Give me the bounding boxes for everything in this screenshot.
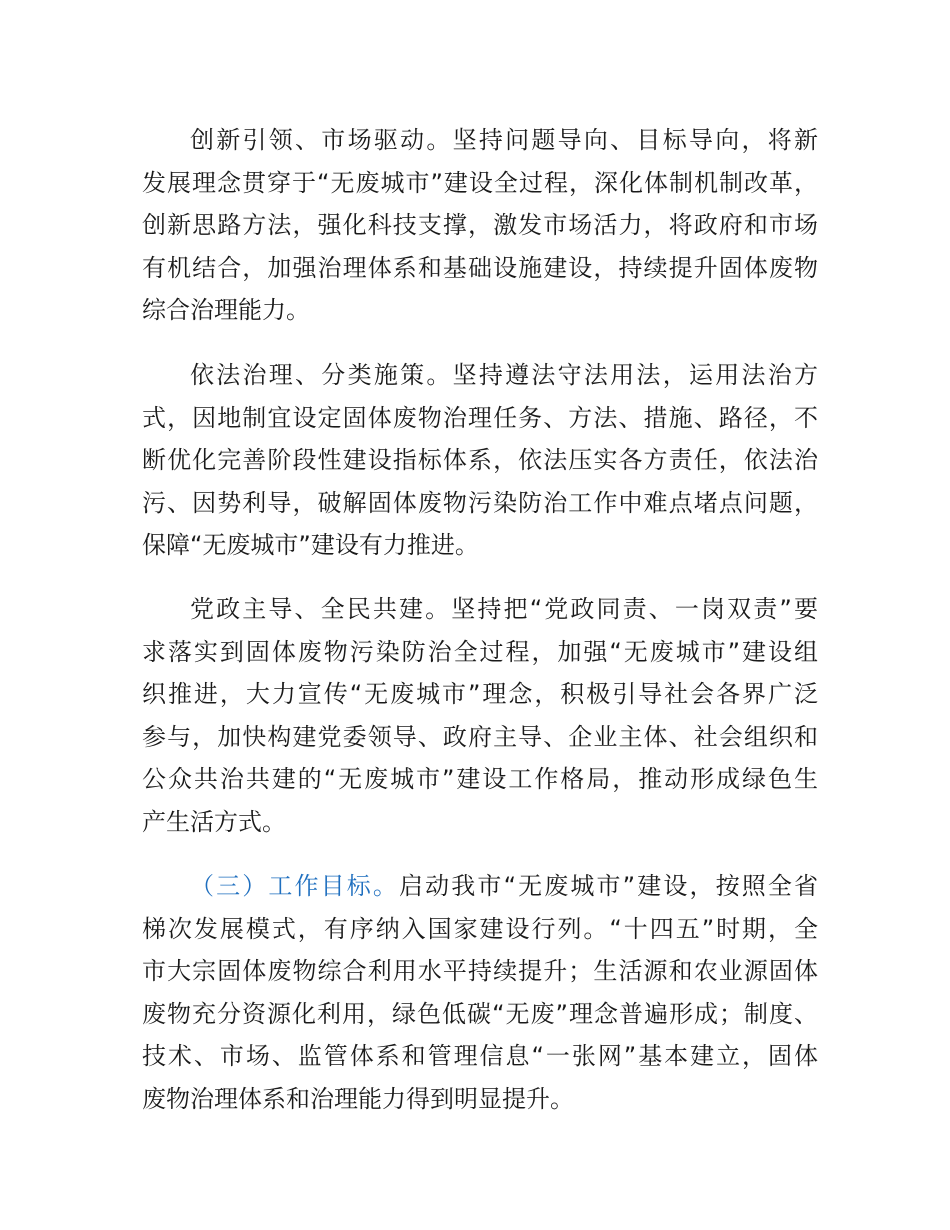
paragraph-line: 综合治理能力。	[142, 296, 310, 324]
paragraph-line: 创新引领、市场驱动。坚持问题导向、目标导向，将新	[190, 126, 818, 154]
paragraph-rule-of-law	[142, 354, 818, 567]
paragraph-line: 市大宗固体废物综合利用水平持续提升；生活源和农业源固体	[142, 957, 818, 985]
paragraph-line: 断优化完善阶段性建设指标体系，依法压实各方责任，依法治	[142, 446, 818, 474]
paragraph-line: 有机结合，加强治理体系和基础设施建设，持续提升固体废物	[142, 253, 818, 282]
heading-continuation: 启动我市“无废城市”建设，按照全省	[399, 872, 818, 900]
paragraph-line: 保障“无废城市”建设有力推进。	[142, 531, 479, 559]
paragraph-line: 参与，加快构建党委领导、政府主导、企业主体、社会组织和	[142, 722, 818, 751]
paragraph-line: 污、因势利导，破解固体废物污染防治工作中难点堵点问题，	[142, 488, 818, 517]
paragraph-line: 公众共治共建的“无废城市”建设工作格局，推动形成绿色生	[142, 765, 818, 793]
paragraph-innovation-market	[142, 119, 818, 332]
paragraph-work-goals	[142, 865, 818, 1120]
paragraph-line	[142, 865, 818, 908]
paragraph-line: 求落实到固体废物污染防治全过程，加强“无废城市”建设组	[142, 637, 818, 666]
paragraph-line: 依法治理、分类施策。坚持遵法守法用法，运用法治方	[190, 361, 818, 389]
paragraph-line: 产生活方式。	[142, 807, 286, 836]
paragraph-line: 党政主导、全民共建。坚持把“党政同责、一岗双责”要	[190, 595, 818, 623]
paragraph-line: 创新思路方法，强化科技支撑，激发市场活力，将政府和市场	[142, 211, 818, 239]
paragraph-party-leadership	[142, 588, 818, 843]
paragraph-line: 式，因地制宜设定固体废物治理任务、方法、措施、路径，不	[142, 403, 818, 432]
section-heading: （三）工作目标。	[190, 872, 400, 900]
paragraph-line: 梯次发展模式，有序纳入国家建设行列。“十四五”时期，全	[142, 914, 818, 943]
paragraph-line: 发展理念贯穿于“无废城市”建设全过程，深化体制机制改革，	[142, 168, 818, 197]
paragraph-line: 废物充分资源化利用，绿色低碳“无废”理念普遍形成；制度、	[142, 999, 818, 1028]
paragraph-line: 废物治理体系和治理能力得到明显提升。	[142, 1084, 574, 1113]
paragraph-line: 技术、市场、监管体系和管理信息“一张网”基本建立，固体	[142, 1042, 818, 1070]
paragraph-line: 织推进，大力宣传“无废城市”理念，积极引导社会各界广泛	[142, 680, 818, 708]
